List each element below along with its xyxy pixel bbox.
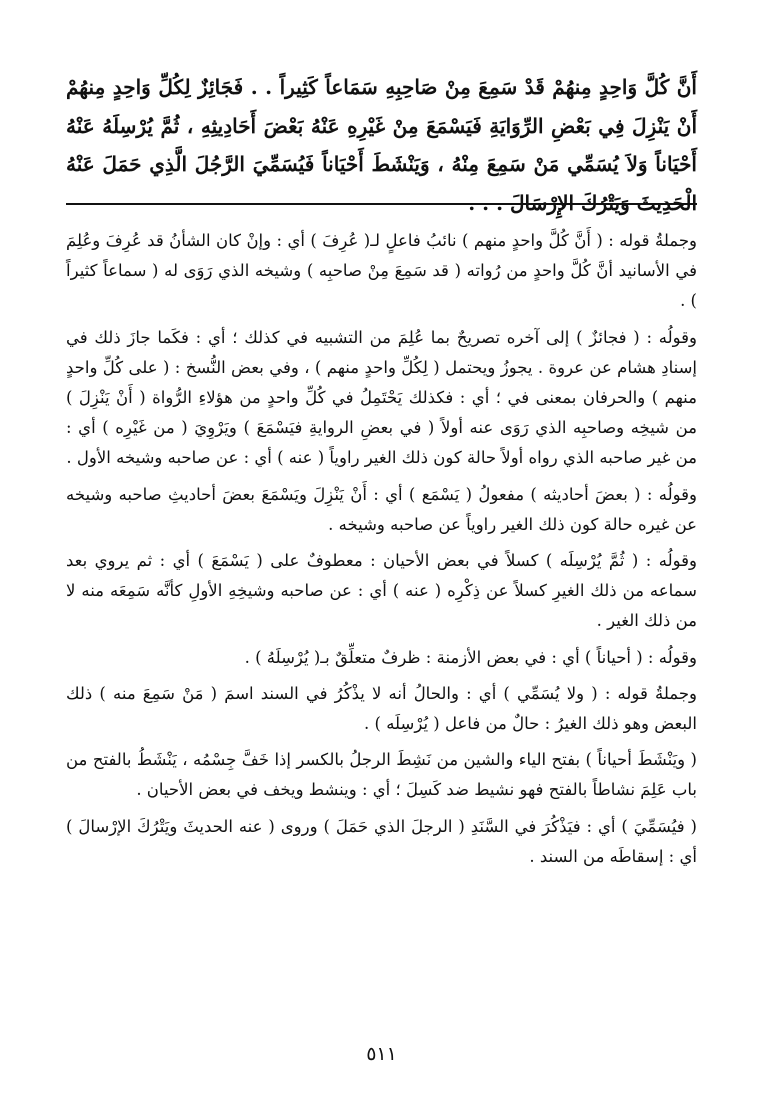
- commentary-paragraph: ( فيُسَمِّيَ ) أي : فيَذْكُرَ في السَّنَدِ ( الرجلَ الذي حَمَلَ ) وروى ( عنه الحديثَ ويَتْرُكَ الإرْسالَ ) أي : إسقاطَه من السند .: [66, 816, 697, 866]
- commentary-paragraph: وقولُه : ( أحياناً ) أي : في بعض الأزمنة : ظرفٌ متعلِّقٌ بـ( يُرْسِلَهُ ) .: [244, 647, 697, 667]
- main-text: أَنَّ كُلَّ وَاحِدٍ مِنهُمْ قَدْ سَمِعَ مِنْ صَاحِبِهِ سَمَاعاً كَثِيراً . . فَجَائِزٌ لِكُلِّ وَاحِدٍ مِنهُمْ أَنْ يَنْزِلَ فِي بَعْضِ الرِّوَايَةِ فَيَسْمَعَ مِنْ غَيْرِهِ عَنْهُ بَعْضَ أَحَادِيثِهِ ، ثُمَّ يُرْسِلَهُ عَنْهُ أَحْيَاناً وَلاَ يُسَمِّي مَنْ سَمِعَ مِنْهُ ، وَيَنْشَطَ أَحْيَاناً فَيُسَمِّيَ الرَّجُلَ الَّذِي حَمَلَ عَنْهُ الْحَدِيثَ وَيَتْرُكَ الإِرْسَالَ . . .: [66, 75, 697, 215]
- commentary-block: [66, 226, 697, 878]
- page-number: ٥١١: [366, 1043, 397, 1065]
- commentary-paragraph: وقولُه : ( فجائزٌ ) إلى آخره تصريحٌ بما عُلِمَ من التشبيه في كذلك ؛ أي : فكَما جازَ ذلك في إسنادِ هشام عن عروة . يجوزُ ويحتمل ( لِكُلِّ واحدٍ منهم ) ، وفي بعض النُّسخ : ( على كُلِّ واحدٍ منهم ) والحرفان بمعنى في ؛ أي : فكذلك يَحْتَمِلُ في كُلِّ واحدٍ من هؤلاءِ الرُّواة ( أَنْ يَنْزِلَ ) من شيخِه وصاحبِه الذي رَوَى عنه أولاً ( في بعضِ الروايةِ فيَسْمَعَ ) ويَرْوِيَ ( من غَيْرِه ) أي : من غير صاحبه الذي رواه أولاً حالة كون ذلك الغير راوياً ( عنه ) أي : عن صاحبه وشيخه الأول .: [66, 327, 697, 468]
- commentary-paragraph: وجملةُ قوله : ( أَنَّ كُلَّ واحدٍ منهم ) نائبُ فاعلٍ لـ( عُرِفَ ) أي : وإنْ كان الشأنُ قد عُرِفَ وعُلِمَ في الأسانيد أنَّ كُلَّ واحدٍ من رُواته ( قد سَمِعَ مِنْ صاحبِه ) وشيخه الذي رَوَى له ( سماعاً كثيراً ) .: [66, 231, 697, 311]
- commentary-paragraph: وجملةُ قوله : ( ولا يُسَمِّي ) أي : والحالُ أنه لا يذْكُرُ في السند اسمَ ( مَنْ سَمِعَ منه ) ذلك البعض وهو ذلك الغيرُ : حالٌ من فاعل ( يُرْسِلَه ) .: [66, 683, 697, 734]
- commentary-paragraph: وقولُه : ( ثُمَّ يُرْسِلَه ) كسلاً في بعض الأحيان : معطوفٌ على ( يَسْمَعَ ) أي : ثم يروي بعد سماعه من ذلك الغيرِ كسلاً عن ذِكْرِه ( عنه ) أي : عن صاحبه وشيخِهِ الأولِ كأنَّه سَمِعَه منه لا من ذلك الغير .: [66, 551, 697, 631]
- commentary-paragraph: ( ويَنْشَطَ أحياناً ) بفتح الياء والشين من نَشِطَ الرجلُ بالكسر إذا خَفَّ جِسْمُه ، يَنْشَطُ بالفتح من باب عَلِمَ نشاطاً بالفتح فهو نشيط ضد كَسِلَ ؛ أي : وينشط ويخف في بعض الأحيان .: [66, 750, 697, 800]
- main-text-block: [66, 68, 697, 222]
- separator-line: [66, 203, 697, 205]
- commentary-paragraph: وقولُه : ( بعضَ أحاديثه ) مفعولُ ( يَسْمَع ) أي : أَنْ يَنْزِلَ ويَسْمَعَ بعضَ أحاديثِ صاحبه وشيخه عن غيره حالة كون ذلك الغير راوياً عن صاحبه وشيخه .: [66, 484, 697, 534]
